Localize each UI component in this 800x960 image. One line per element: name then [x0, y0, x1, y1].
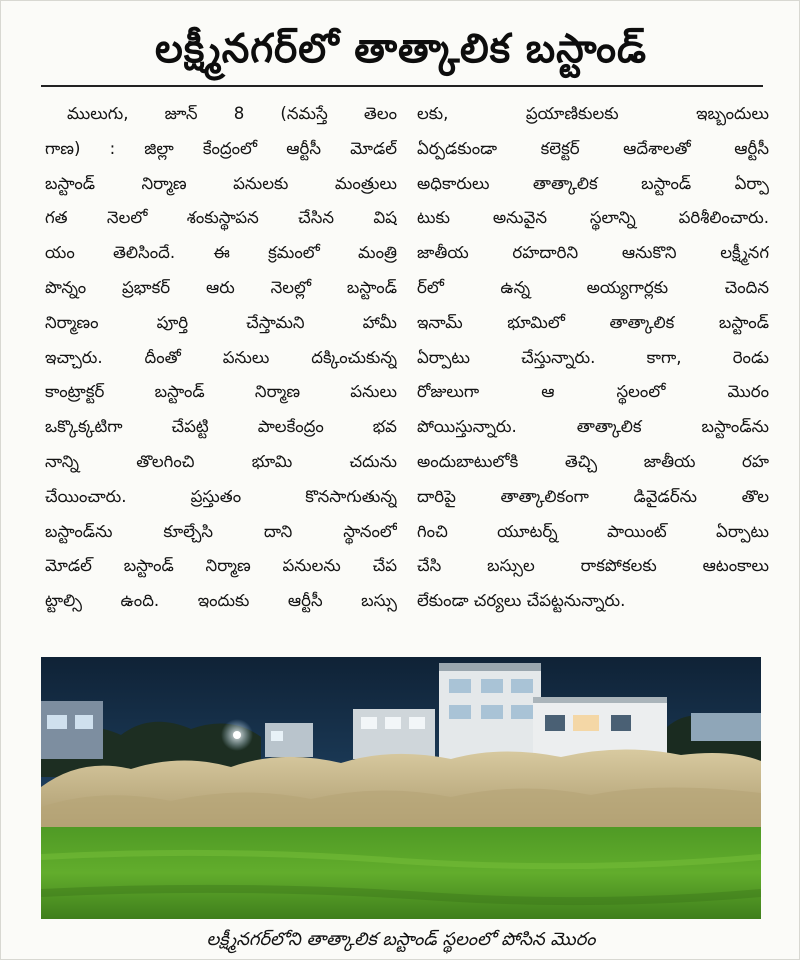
- article-text-line: బస్టాండ్‌ను కూల్చేసి దాని స్థానంలో: [45, 521, 397, 541]
- article-text-line: రోజులుగా ఆ స్థలంలో మొరం: [417, 382, 769, 402]
- mid-building: [353, 709, 435, 759]
- article-photo: [41, 657, 761, 919]
- article-text-line: ఒక్కొక్కటిగా చేపట్టి పాలకేంద్రం భవ: [45, 417, 397, 437]
- article-text-line: మోడల్ బస్టాండ్ నిర్మాణ పనులను చేప: [45, 556, 397, 576]
- article-text-line: ట్టాల్సి ఉంది. ఇందుకు ఆర్టీసీ బస్సు: [45, 591, 397, 611]
- article-text-line: ఏర్పాటు చేస్తున్నారు. కాగా, రెండు: [417, 347, 769, 367]
- article-column-left: [45, 97, 397, 647]
- article-text-line: నాన్ని తొలగించి భూమి చదును: [45, 451, 397, 471]
- grass-field: [41, 827, 761, 919]
- article-text-line: టుకు అనువైన స్థలాన్ని పరిశీలించారు.: [417, 208, 769, 228]
- article-headline: లక్ష్మీనగర్‌లో తాత్కాలిక బస్టాండ్: [155, 26, 647, 72]
- article-text-line: లకు, ప్రయాణికులకు ఇబ్బందులు: [417, 104, 769, 123]
- article-text-line: ములుగు, జూన్ 8 (నమస్తే తెలం: [67, 104, 397, 123]
- article-text-line: లేకుండా చర్యలు చేపట్టనున్నారు.: [417, 591, 626, 611]
- article-text-line: గాణ) : జిల్లా కేంద్రంలో ఆర్టీసీ మోడల్: [45, 138, 397, 158]
- article-text-line: ఇనామ్ భూమిలో తాత్కాలిక బస్టాండ్: [417, 312, 769, 332]
- article-column-right: [417, 97, 769, 647]
- headline-divider: [41, 85, 763, 87]
- article-text-line: పోయిస్తున్నారు. తాత్కాలిక బస్టాండ్‌ను: [417, 417, 769, 437]
- article-text-line: యం తెలిసిందే. ఈ క్రమంలో మంత్రి: [45, 243, 397, 263]
- article-text-line: ఏర్పడకుండా కలెక్టర్ ఆదేశాలతో ఆర్టీసీ: [417, 138, 769, 158]
- article-text-line: నిర్మాణం పూర్తి చేస్తామని హామీ: [45, 312, 397, 332]
- article-text-line: గత నెలలో శంకుస్థాపన చేసిన విష: [45, 208, 397, 228]
- left-building: [41, 701, 103, 759]
- article-text-line: అధికారులు తాత్కాలిక బస్టాండ్ ఏర్పా: [417, 173, 769, 193]
- article-text-line: కాంట్రాక్టర్ బస్టాండ్ నిర్మాణ పనులు: [45, 382, 397, 402]
- article-text-line: పొన్నం ప్రభాకర్ ఆరు నెలల్లో బస్టాండ్: [45, 277, 397, 297]
- article-text-line: ర్‌లో ఉన్న అయ్యగార్లకు చెందిన: [417, 277, 769, 297]
- article-text-line: చేయించారు. ప్రస్తుతం కొనసాగుతున్న: [45, 486, 397, 506]
- article-text-line: చేసి బస్సుల రాకపోకలకు ఆటంకాలు: [417, 556, 769, 576]
- article-text-line: బస్టాండ్ నిర్మాణ పనులకు మంత్రులు: [45, 173, 397, 193]
- article-text-line: ఇచ్చారు. దీంతో పనులు దక్కించుకున్న: [45, 347, 397, 367]
- article-text-line: జాతీయ రహదారిని ఆనుకొని లక్ష్మీనగ: [417, 243, 769, 263]
- article-text-line: అందుబాటులోకి తెచ్చి జాతీయ రహ: [417, 451, 769, 471]
- article-text-line: దారిపై తాత్కాలికంగా డివైడర్‌ను తొల: [417, 486, 769, 506]
- article-text-line: గించి యూటర్న్ పాయింట్ ఏర్పాటు: [417, 521, 769, 541]
- photo-caption: లక్ష్మీనగర్‌లోని తాత్కాలిక బస్టాండ్ స్థలంలో పోసిన మొరం: [206, 929, 596, 950]
